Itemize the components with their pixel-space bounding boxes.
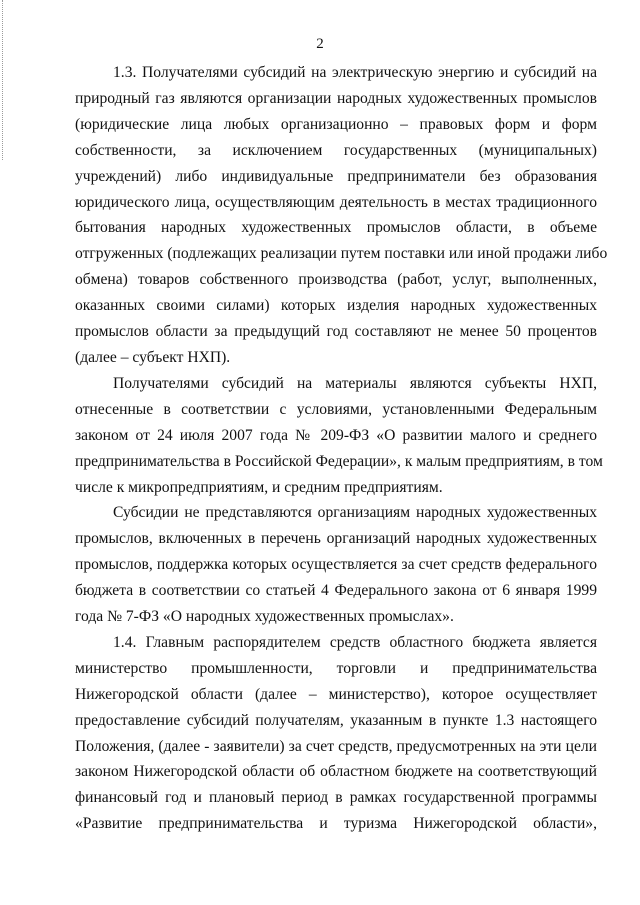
text-line: юридического лица, осуществляющим деятельность в местах традиционного — [75, 193, 597, 211]
text-line: учреждений) либо индивидуальные предприниматели без образования — [75, 167, 597, 185]
text-line: «Развитие предпринимательства и туризма Нижегородской области», — [75, 815, 597, 833]
text-line: промыслов, включенных в перечень организаций народных художественных — [75, 530, 597, 548]
text-line: отнесенные в соответствии с условиями, установленными Федеральным — [75, 400, 597, 418]
text-line: числе к микропредприятиям, и средним предприятиям. — [75, 478, 443, 496]
text-line: 1.3. Получателями субсидий на электрическую энергию и субсидий на — [113, 64, 597, 81]
text-line: отгруженных (подлежащих реализации путем поставки или иной продажи либо — [75, 245, 608, 263]
text-line: (далее – субъект НХП). — [75, 348, 231, 366]
paragraph-1-4 — [75, 630, 597, 837]
document-body — [75, 60, 608, 837]
text-line: предпринимательства в Российской Федерации», к малым предприятиям, в том — [75, 452, 603, 470]
text-line: законом Нижегородской области об областном бюджете на соответствующий — [75, 763, 597, 781]
scan-edge-marks — [2, 0, 6, 160]
text-line: Положения, (далее - заявители) за счет средств, предусмотренных на эти цели — [75, 737, 597, 755]
text-line: природный газ являются организации народных художественных промыслов — [75, 89, 597, 107]
text-line: собственности, за исключением государственных (муниципальных) — [75, 141, 597, 159]
text-line: бытования народных художественных промыслов области, в объеме — [75, 219, 597, 237]
text-line: Нижегородской области (далее – министерство), которое осуществляет — [75, 685, 597, 703]
text-line: Субсидии не представляются организациям народных художественных — [113, 504, 597, 522]
text-line: года № 7-ФЗ «О народных художественных промыслах». — [75, 608, 454, 626]
paragraph-subsidy-exclusion — [75, 500, 597, 630]
text-line: промыслов области за предыдущий год составляют не менее 50 процентов — [75, 323, 597, 341]
text-line: (юридические лица любых организационно – правовых форм и форм — [75, 115, 597, 133]
text-line: Получателями субсидий на материалы являются субъекты НХП, — [113, 374, 597, 392]
text-line: предоставление субсидий получателям, указанным в пункте 1.3 настоящего — [75, 711, 597, 729]
page-number: 2 — [316, 36, 324, 52]
text-line: промыслов, поддержка которых осуществляется за счет средств федерального — [75, 556, 597, 574]
text-line: законом от 24 июля 2007 года № 209-ФЗ «О развитии малого и среднего — [75, 426, 597, 444]
paragraph-1-3 — [75, 60, 608, 371]
text-line: 1.4. Главным распорядителем средств областного бюджета является — [113, 633, 597, 651]
text-line: оказанных своими силами) которых изделия народных художественных — [75, 297, 597, 315]
text-line: обмена) товаров собственного производства (работ, услуг, выполненных, — [75, 271, 597, 289]
text-line: министерство промышленности, торговли и предпринимательства — [75, 659, 597, 677]
text-line: бюджета в соответствии со статьей 4 Федерального закона от 6 января 1999 — [75, 582, 597, 600]
paragraph-recipients-materials — [75, 371, 603, 501]
text-line: финансовый год и плановый период в рамках государственной программы — [75, 789, 597, 807]
